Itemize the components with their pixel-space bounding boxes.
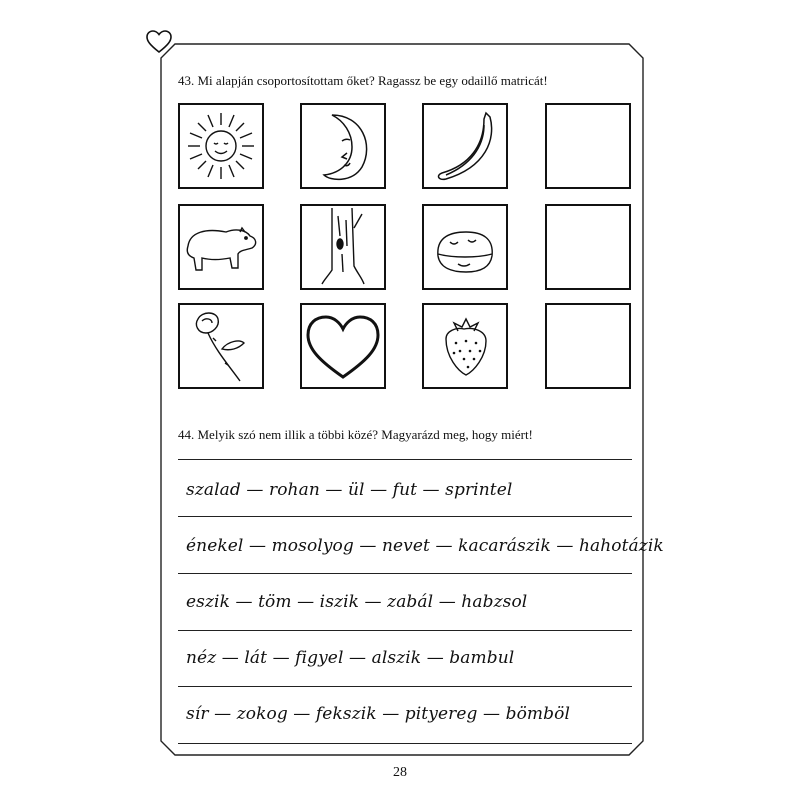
exercise-43-title: 43. Mi alapján csoportosítottam őket? Ragassz be egy odaillő matricát! [178,73,548,88]
writing-line [178,459,632,460]
word-row-3: eszik — töm — iszik — zabál — habzsol [186,592,528,612]
picture-strawberry [422,303,508,389]
strawberry-icon [424,305,506,387]
writing-line [178,743,632,744]
heart-icon [302,305,384,387]
writing-line [178,630,632,631]
word-row-1: szalad — rohan — ül — fut — sprintel [186,480,513,500]
bear-icon [180,206,262,288]
banana-icon [424,105,506,187]
writing-line [178,686,632,687]
moon-icon [302,105,384,187]
word-row-2: énekel — mosolyog — nevet — kacarászik — hahotázik [186,536,664,556]
sun-icon [180,105,262,187]
heart-corner-icon [146,30,172,54]
walnut-icon [424,206,506,288]
sticker-slot-row-1[interactable] [545,103,631,189]
picture-tree-trunk [300,204,386,290]
sticker-slot-row-2[interactable] [545,204,631,290]
writing-line [178,516,632,517]
word-row-4: néz — lát — figyel — alszik — bambul [186,648,515,668]
picture-sun [178,103,264,189]
picture-banana [422,103,508,189]
word-row-5: sír — zokog — fekszik — pityereg — bömböl [186,704,570,724]
sticker-slot-row-3[interactable] [545,303,631,389]
rose-icon [180,305,262,387]
picture-rose [178,303,264,389]
writing-line [178,573,632,574]
picture-bear [178,204,264,290]
picture-heart [300,303,386,389]
exercise-44-title: 44. Melyik szó nem illik a többi közé? Magyarázd meg, hogy miért! [178,427,533,442]
page-number: 28 [393,765,407,780]
picture-walnut [422,204,508,290]
picture-moon [300,103,386,189]
tree-trunk-icon [302,206,384,288]
